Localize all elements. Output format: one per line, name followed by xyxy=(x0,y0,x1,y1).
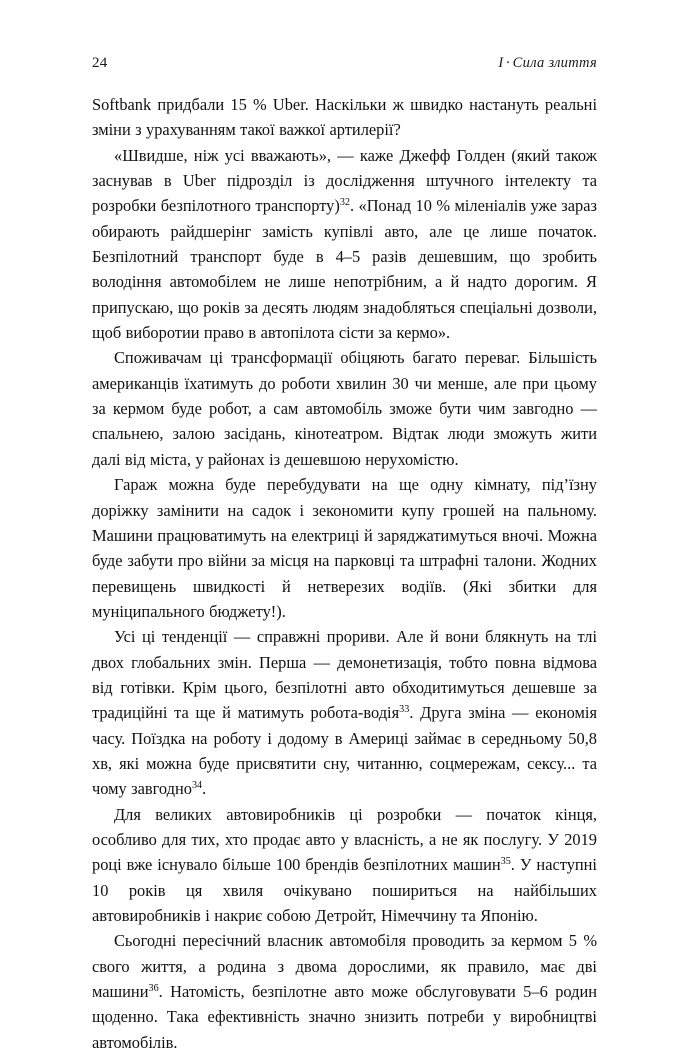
running-head xyxy=(92,54,597,76)
paragraph-3-text: Споживачам ці трансформації обіцяють багато переваг. Більшість американців їхатимуть до роботи хвилин 30 чи менше, але при цьому за кермом буде робот, а сам автомобіль зможе бути чим завгодно — спальнею, залою засідань, кінотеатром. Відтак люди зможуть жити далі від міста, у районах із дешевшою нерухомістю. xyxy=(92,348,597,469)
running-head-title: Сила злиття xyxy=(512,55,597,71)
footnote-ref-33[interactable]: 33 xyxy=(399,704,410,716)
chapter-running-title xyxy=(498,54,597,72)
paragraph-2 xyxy=(92,143,597,346)
paragraph-1 xyxy=(92,92,597,143)
paragraph-4-text: Гараж можна буде перебудувати на ще одну кімнату, під’їзну доріжку замінити на садок і зекономити купу грошей на пальному. Машини працюватимуть на електриці й заряджатимуться вночі. Можна буде забути про війни за місця на парковці та штрафні талони. Жодних перевищень швидкості й нетверезих водіїв. (Які збитки для муніципального бюджету!). xyxy=(92,475,597,621)
paragraph-5-text-c: . xyxy=(202,779,207,799)
paragraph-2-text-a: «Швидше, ніж усі вважають», — каже Джефф Голден (який також заснував в Uber підрозділ із дослідження штучного інтелекту та розробки безпілотного транспорту) xyxy=(92,145,597,216)
paragraph-7 xyxy=(92,928,597,1055)
paragraph-5 xyxy=(92,624,597,801)
paragraph-6 xyxy=(92,802,597,929)
footnote-ref-35[interactable]: 35 xyxy=(500,856,511,868)
page-number: 24 xyxy=(92,55,108,71)
body-text-block xyxy=(92,92,597,1055)
footnote-ref-32[interactable]: 32 xyxy=(339,197,350,209)
running-head-numeral: I xyxy=(498,55,504,71)
paragraph-7-text-b: . Натомість, безпілотне авто може обслуговувати 5–6 родин щоденно. Така ефективність значно знизить потреби у виробництві автомобілів. xyxy=(92,982,597,1052)
footnote-ref-34[interactable]: 34 xyxy=(191,780,203,792)
paragraph-5-text-b: . Друга зміна — економія часу. Поїздка на роботу і додому в Америці займає в середньому 50,8 хв, які можна буде присвятити сну, читанню, соцмережам, сексу... та чому завгодно xyxy=(92,703,597,799)
paragraph-3 xyxy=(92,345,597,472)
footnote-ref-36[interactable]: 36 xyxy=(148,983,159,995)
paragraph-6-text-a: Для великих автовиробників ці розробки — початок кінця, особливо для тих, хто продає авто у власність, а не як послугу. У 2019 році вже існувало більше 100 брендів безпілотних машин xyxy=(92,804,597,875)
paragraph-4 xyxy=(92,472,597,624)
paragraph-5-text-a: Усі ці тенденції — справжні прориви. Але й вони блякнуть на тлі двох глобальних змін. Перша — демонетизація, тобто повна відмова від готівки. Крім цього, безпілотні авто обходитимуться дешевше за традиційні та ще й матимуть робота-водія xyxy=(92,627,597,723)
paragraph-2-text-b: . «Понад 10 % мiленіалів уже зараз обирають райдшерінг замість купівлі авто, але це лише початок. Безпілотний транспорт буде в 4–5 разів дешевшим, що зробить володіння автомобілем не лише непотрібним, а й надто дорогим. Я припускаю, що років за десять людям знадобляться спеціальні дозволи, щоб виборотии право в автопілота сісти за кермо». xyxy=(92,196,597,343)
paragraph-6-text-b: . У наступні 10 років ця хвиля очікувано пошириться на найбільших автовиробників і накриє собою Детройт, Німеччину та Японію. xyxy=(92,855,597,925)
paragraph-1-text: Softbank придбали 15 % Uber. Наскільки ж швидко настануть реальні зміни з урахуванням такої важкої артилерії? xyxy=(92,95,597,140)
running-head-separator: · xyxy=(505,55,511,71)
paragraph-7-text-a: Сьогодні пересічний власник автомобіля проводить за кермом 5 % свого життя, а родина з двома дорослими, як правило, має дві машини xyxy=(92,931,597,1002)
